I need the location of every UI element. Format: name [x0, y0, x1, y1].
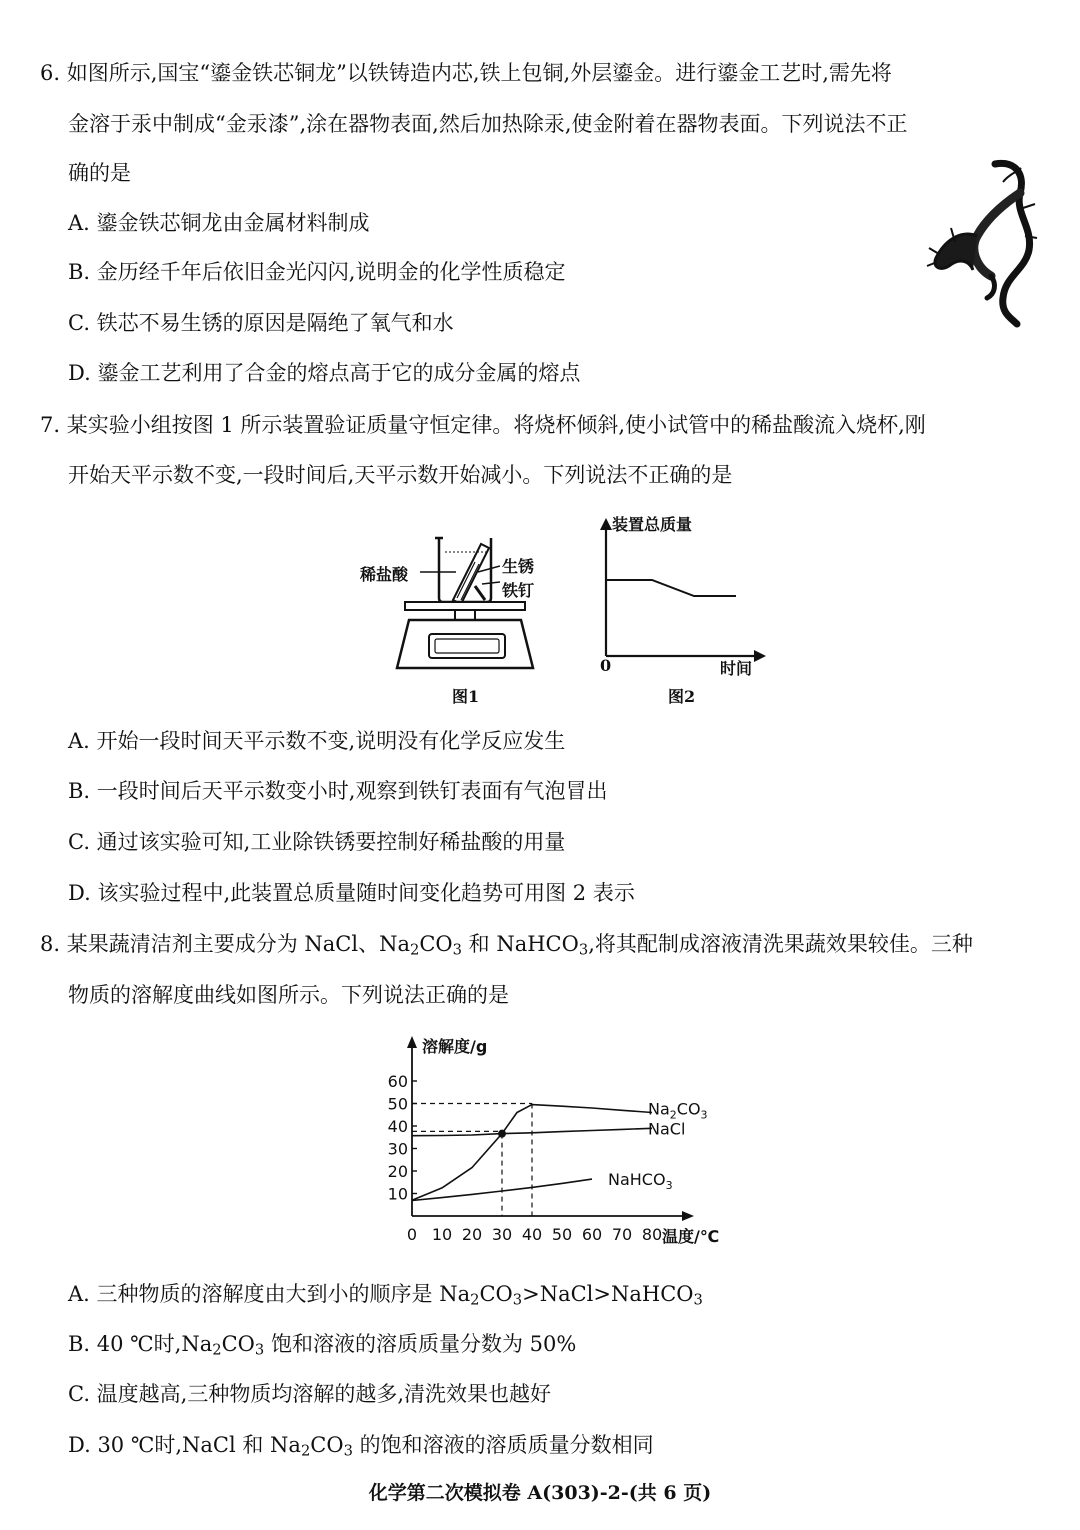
label-nahco3: NaHCO$_3$ [608, 1170, 673, 1193]
q6-option-c: C. 铁芯不易生锈的原因是隔绝了氧气和水 [68, 311, 454, 335]
q6-option-d: D. 鎏金工艺利用了合金的熔点高于它的成分金属的熔点 [68, 361, 581, 385]
q8-stem-line2: 物质的溶解度曲线如图所示。下列说法正确的是 [68, 983, 509, 1007]
q6-option-b: B. 金历经千年后依旧金光闪闪,说明金的化学性质稳定 [68, 260, 566, 284]
label-na2co3: $Na_2CO_3$ [648, 1099, 708, 1122]
q8-option-b: B. 40 ℃时$,Na_2CO_3$ 饱和溶液的溶质质量分数为 50% [68, 1332, 577, 1359]
y-tick-label: 20 [387, 1162, 408, 1181]
x-tick-label: 70 [611, 1225, 633, 1244]
x-tick-label: 30 [491, 1225, 513, 1244]
y-tick-label: 40 [387, 1117, 408, 1136]
y-tick-label: 50 [387, 1094, 408, 1114]
y-axis-arrow [407, 1036, 417, 1048]
mass-time-curve [606, 580, 736, 596]
q7-option-a: A. 开始一段时间天平示数不变,说明没有化学反应发生 [68, 729, 566, 753]
q8-option-d: D. 30 ℃时,NaCl 和 $Na_2CO_3$ 的饱和溶液的溶质质量分数相同 [68, 1433, 654, 1460]
q6-stem-line3: 确的是 [68, 161, 131, 185]
x-tick-label: 10 [431, 1225, 453, 1244]
q7-option-c: C. 通过该实验可知,工业除铁锈要控制好稀盐酸的用量 [68, 830, 566, 854]
label-nacl: NaCl [648, 1119, 686, 1139]
fig2-origin: 0 [600, 656, 612, 675]
fig1-label-rust: 生锈 [502, 557, 535, 576]
fig1-label-acid: 稀盐酸 [360, 565, 409, 584]
fig1-caption: 图1 [452, 687, 480, 706]
solubility-chart [370, 1030, 750, 1260]
intersection-point [498, 1130, 506, 1138]
q7-option-d: D. 该实验过程中,此装置总质量随时间变化趋势可用图 2 表示 [68, 881, 635, 905]
y-tick-label: 30 [387, 1139, 408, 1159]
x-tick-label: 50 [551, 1225, 573, 1244]
x-tick-label: 60 [581, 1225, 603, 1244]
x-tick-label: 40 [521, 1225, 543, 1244]
figure-1-leader-lines [420, 558, 500, 598]
q6-option-a: A. 鎏金铁芯铜龙由金属材料制成 [68, 211, 370, 235]
q6-stem-line2: 金溶于汞中制成“金汞漆”,涂在器物表面,然后加热除汞,使金附着在器物表面。下列说法不正 [68, 112, 908, 136]
q6-stem-line1: 6. 如图所示,国宝“鎏金铁芯铜龙”以铁铸造内芯,铁上包铜,外层鎏金。进行鎏金工艺时,需先将 [40, 61, 892, 85]
q7-option-b: B. 一段时间后天平示数变小时,观察到铁钉表面有气泡冒出 [68, 779, 608, 803]
q8-option-a: A. 三种物质的溶解度由大到小的顺序是 $Na_2CO_3>NaCl>NaHCO_3$ [68, 1282, 703, 1309]
dragon-illustration [925, 158, 1040, 328]
y-axis-label: 溶解度/g [422, 1037, 488, 1056]
x-tick-label: 0 [406, 1225, 418, 1244]
q7-stem-line1: 7. 某实验小组按图 1 所示装置验证质量守恒定律。将烧杯倾斜,使小试管中的稀盐酸流入烧杯,刚 [40, 413, 926, 437]
x-tick-label: 20 [461, 1225, 483, 1244]
figure-1-balance [395, 528, 545, 678]
fig1-label-nail: 铁钉 [502, 581, 535, 600]
y-tick-label: 60 [387, 1072, 408, 1091]
q8-stem-line1: 8. 某果蔬清洁剂主要成分为 NaCl、$Na_2CO_3$ 和 NaHCO$_3$,将其配制成溶液清洗果蔬效果较佳。三种 [40, 932, 973, 959]
x-axis-label: 温度/℃ [662, 1227, 720, 1246]
fig2-ylabel: 装置总质量 [612, 515, 693, 534]
q7-stem-line2: 开始天平示数不变,一段时间后,天平示数开始减小。下列说法不正确的是 [68, 463, 733, 487]
x-axis-arrow [682, 1211, 694, 1221]
fig2-xlabel: 时间 [720, 659, 753, 678]
fig2-caption: 图2 [668, 687, 696, 706]
page-footer: 化学第二次模拟卷 A(303)-2-(共 6 页) [368, 1482, 712, 1504]
y-tick-label: 10 [387, 1184, 408, 1204]
q8-option-c: C. 温度越高,三种物质均溶解的越多,清洗效果也越好 [68, 1382, 552, 1406]
x-tick-label: 80 [641, 1225, 663, 1244]
